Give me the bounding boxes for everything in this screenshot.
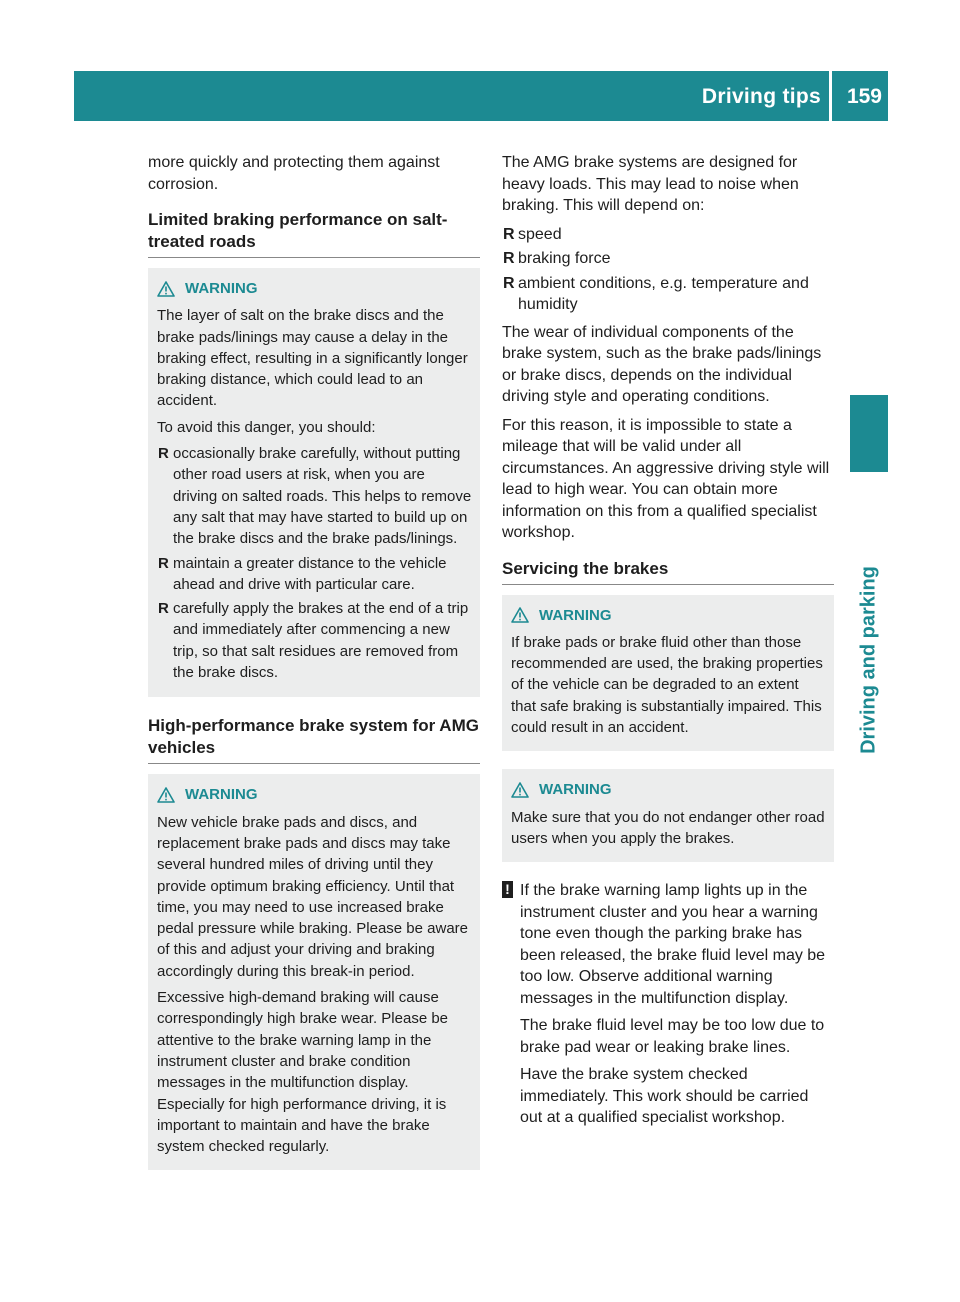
list-item [502, 248, 834, 270]
warning-text: Excessive high-demand braking will cause correspondingly high brake wear. Please be attentive to the brake warning lamp in the instrument cluster and brake condition messages in the multifunction display. Especially for high performance driving, it is important to maintain and have the brake system checked regularly. [157, 989, 449, 1156]
list-item-text: ambient conditions, e.g. temperature and humidity [518, 274, 809, 313]
page-number: 159 [846, 85, 882, 108]
warning-header [511, 779, 826, 800]
header-divider [829, 71, 832, 121]
chapter-tab [850, 395, 888, 472]
bullet-marker: R [158, 445, 169, 463]
heading-salt-roads: Limited braking performance on salt-treated roads [148, 209, 480, 258]
exclamation-icon: ! [502, 881, 513, 898]
list-item [157, 553, 472, 596]
warning-text: Make sure that you do not endanger other road users when you apply the brakes. [511, 808, 825, 847]
list-item [502, 273, 834, 316]
warning-triangle-icon [511, 607, 529, 623]
warning-text: New vehicle brake pads and discs, and replacement brake pads and discs may take several hundred miles of driving until they provide optimum braking efficiency. Until that time, you may need to use increased brake pedal pressure while braking. Please be aware of this and adjust your driving and braking accordingly during this break-in period. [157, 813, 469, 980]
list-item-text: occasionally brake carefully, without putting other road users at risk, when you are driving on salted roads. This helps to remove any salt that may have started to build up on the brake discs and the brake pads/linings. [173, 445, 472, 548]
list-item-text: maintain a greater distance to the vehicle ahead and drive with particular care. [173, 554, 447, 593]
bullet-marker: R [503, 225, 515, 243]
warning-bullet-list [157, 443, 472, 683]
list-item [157, 443, 472, 549]
section-title: Driving tips [701, 85, 821, 108]
warning-header [157, 784, 472, 805]
list-item [502, 224, 834, 246]
bullet-marker: R [158, 554, 169, 572]
warning-label: WARNING [185, 280, 258, 297]
warning-label: WARNING [539, 606, 612, 624]
list-item [157, 598, 472, 683]
warning-box-brake-fluid [502, 595, 834, 752]
body-text: For this reason, it is impossible to state a mileage that will be valid under all circumstances. An aggressive driving style will lead to high wear. You can obtain more information on this from a qualified specialist workshop. [502, 416, 830, 541]
warning-label: WARNING [185, 786, 258, 804]
warning-text: To avoid this danger, you should: [157, 418, 376, 436]
warning-box-salt [148, 268, 480, 697]
warning-triangle-icon [157, 787, 175, 803]
note-text: The brake fluid level may be too low due to brake pad wear or leaking brake lines. [520, 1017, 825, 1056]
body-text: The wear of individual components of the brake system, such as the brake pads/linings or brake discs, depends on the individual driving style and operating conditions. [502, 323, 822, 405]
factor-bullet-list [502, 224, 834, 316]
right-column [502, 152, 834, 1135]
list-item-text: speed [518, 225, 562, 243]
heading-servicing-brakes: Servicing the brakes [502, 558, 834, 585]
header-bar [74, 71, 888, 121]
left-column [148, 152, 480, 1188]
warning-label: WARNING [539, 781, 612, 799]
bullet-marker: R [503, 274, 515, 292]
warning-box-road-users [502, 769, 834, 862]
warning-text: If brake pads or brake fluid other than those recommended are used, the braking properties of the vehicle can be degraded to an extent that safe braking is substantially impaired. This could result in an accident. [511, 633, 823, 736]
bullet-marker: R [503, 250, 515, 267]
warning-triangle-icon [511, 782, 529, 798]
list-item-text: braking force [518, 250, 611, 267]
warning-triangle-icon [157, 281, 175, 297]
body-text: The AMG brake systems are designed for heavy loads. This may lead to noise when braking. This will depend on: [502, 154, 799, 214]
note-text: Have the brake system checked immediately. This work should be carried out at a qualified specialist workshop. [520, 1066, 809, 1127]
warning-header [511, 605, 826, 626]
note-block [502, 880, 834, 1129]
list-item-text: carefully apply the brakes at the end of a trip and immediately after commencing a new trip, so that salt residues are removed from the brake discs. [173, 600, 469, 682]
warning-text: The layer of salt on the brake discs and the brake pads/linings may cause a delay in the braking effect, resulting in a significantly longer braking distance, which could lead to an accident. [157, 307, 468, 410]
note-text: If the brake warning lamp lights up in the instrument cluster and you hear a warning tone even though the parking brake has been released, the brake fluid level may be too low. Observe additional warning messages in the multifunction display. [520, 882, 826, 1007]
intro-text: more quickly and protecting them against corrosion. [148, 154, 440, 193]
heading-amg-brakes: High-performance brake system for AMG vehicles [148, 715, 480, 764]
bullet-marker: R [158, 600, 169, 618]
warning-box-amg [148, 774, 480, 1170]
chapter-label: Driving and parking [857, 566, 880, 754]
warning-header [157, 278, 472, 299]
